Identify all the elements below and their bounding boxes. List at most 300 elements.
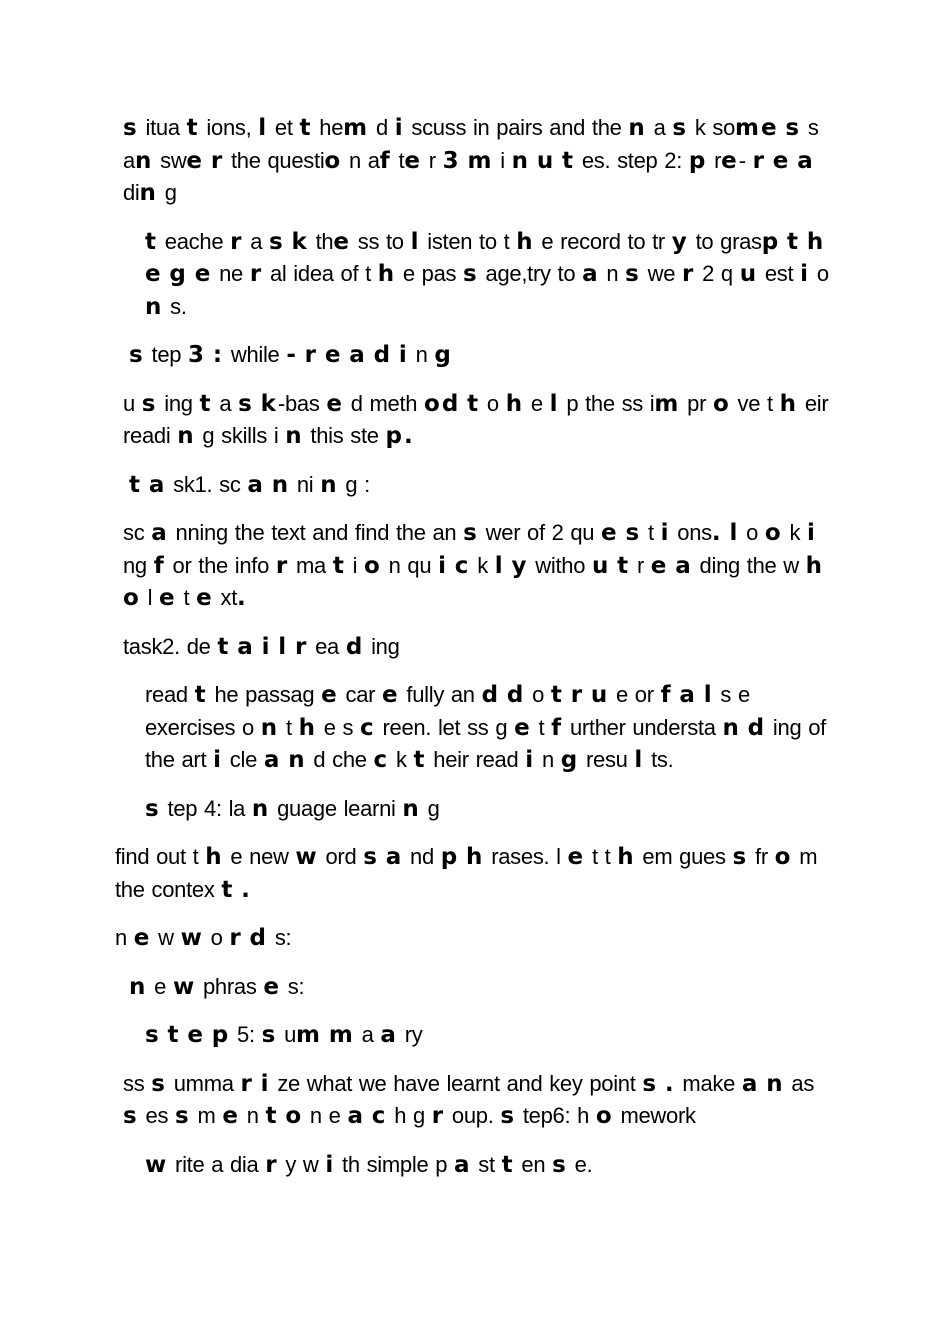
bold-run: w xyxy=(180,925,204,951)
text-run xyxy=(365,1103,372,1128)
bold-run: y xyxy=(511,552,529,579)
bold-run: o xyxy=(364,552,382,579)
text-run xyxy=(800,229,807,254)
bold-run: e xyxy=(650,552,669,579)
bold-run: d xyxy=(747,714,767,741)
bold-run: n xyxy=(766,1070,785,1097)
bold-run: t xyxy=(413,747,427,773)
bold-run: a xyxy=(349,342,367,368)
bold-run: s xyxy=(141,390,158,417)
text-run xyxy=(766,148,773,173)
bold-run: e xyxy=(382,682,400,708)
paragraph xyxy=(115,922,835,955)
text-run: em gues xyxy=(635,844,733,869)
bold-run: s xyxy=(145,795,161,822)
bold-run: t xyxy=(550,682,564,708)
text-run: heir read xyxy=(426,747,526,772)
bold-run: c xyxy=(360,714,376,741)
bold-run: t xyxy=(787,228,801,255)
bold-run: h xyxy=(516,228,535,255)
bold-run: t xyxy=(265,1103,279,1129)
bold-run: i xyxy=(807,520,817,546)
text-run: sk1. sc xyxy=(166,471,248,497)
bold-run: t xyxy=(167,1022,181,1048)
bold-run: u xyxy=(739,261,759,287)
text-run: he xyxy=(312,115,344,140)
bold-run: e xyxy=(601,520,619,546)
bold-run: p xyxy=(440,844,460,870)
text-run xyxy=(265,472,272,497)
text-run: i xyxy=(345,552,365,578)
bold-run: m xyxy=(296,1022,323,1048)
bold-run: o xyxy=(324,147,343,174)
bold-run: e xyxy=(321,682,339,708)
bold-run: d xyxy=(506,682,526,708)
bold-run: h xyxy=(806,228,826,255)
bold-run: t xyxy=(467,390,481,417)
text-run: a xyxy=(243,228,269,254)
bold-run: e xyxy=(145,261,163,287)
text-run: s. xyxy=(163,293,187,319)
text-run: n xyxy=(115,925,134,950)
text-run: g : xyxy=(338,471,370,497)
paragraph xyxy=(115,1149,835,1182)
text-run: k xyxy=(470,552,495,578)
text-run xyxy=(206,342,213,367)
text-run xyxy=(697,682,704,707)
bold-run: l xyxy=(278,633,289,660)
text-run: nd xyxy=(403,844,441,869)
paragraph xyxy=(115,971,835,1004)
text-run xyxy=(459,844,466,869)
text-run xyxy=(254,391,261,416)
bold-run: n xyxy=(288,747,307,773)
bold-run: a xyxy=(385,844,404,870)
bold-run: r xyxy=(570,682,585,708)
text-run: a xyxy=(212,390,239,416)
text-run: phras xyxy=(196,973,264,999)
bold-run: p. xyxy=(385,423,415,449)
text-run: h g xyxy=(387,1103,432,1128)
text-run: ing xyxy=(157,390,200,416)
bold-run: t xyxy=(221,876,235,903)
text-run xyxy=(298,342,305,367)
text-run xyxy=(188,261,195,286)
text-run xyxy=(584,682,591,707)
text-run xyxy=(285,229,292,254)
bold-run: e xyxy=(404,147,422,174)
bold-run: s xyxy=(129,342,145,368)
text-run: ord xyxy=(318,844,364,869)
text-run: ni xyxy=(290,471,321,497)
text-run: ss xyxy=(123,1070,152,1096)
paragraph xyxy=(115,793,835,826)
text-run: n a xyxy=(342,147,380,173)
text-run: e s xyxy=(316,714,361,740)
bold-run: i xyxy=(525,747,536,773)
bold-run: e xyxy=(772,147,791,174)
bold-run: t xyxy=(617,552,631,579)
text-run: n xyxy=(535,747,561,772)
text-run: cle xyxy=(222,747,264,772)
bold-run: r xyxy=(210,147,225,174)
bold-run: s xyxy=(732,844,749,870)
text-run: i xyxy=(493,147,512,173)
bold-run: . xyxy=(664,1070,676,1097)
text-run: car xyxy=(338,682,383,707)
text-run: fr xyxy=(748,844,775,869)
text-run xyxy=(322,1022,329,1047)
bold-run: u xyxy=(590,682,610,708)
text-run: tep 4: la xyxy=(160,795,252,821)
text-run: -bas xyxy=(277,390,327,416)
text-run xyxy=(161,1022,168,1047)
bold-run: g xyxy=(560,747,580,773)
bold-run: i xyxy=(394,115,405,141)
bold-run: s xyxy=(268,228,285,255)
bold-run: r xyxy=(265,1151,279,1178)
text-run: ng xyxy=(123,552,154,578)
bold-run: s xyxy=(145,1022,161,1048)
bold-run: t xyxy=(501,1151,515,1178)
text-run: while xyxy=(224,342,287,367)
text-run: t t xyxy=(585,844,618,869)
text-run: st xyxy=(471,1151,502,1177)
text-run: o xyxy=(810,261,829,286)
bold-run: a xyxy=(237,633,255,660)
bold-run: a xyxy=(675,552,693,579)
bold-run: e xyxy=(721,147,739,174)
text-run: sw xyxy=(153,147,187,173)
text-run: urther understa xyxy=(563,714,723,740)
text-run: ding the w xyxy=(692,552,806,578)
bold-run: n xyxy=(139,180,158,206)
bold-run: u xyxy=(591,552,611,579)
text-run: k xyxy=(389,747,414,772)
text-run: th simple p xyxy=(335,1151,454,1177)
bold-run: r xyxy=(240,1070,254,1097)
text-run xyxy=(288,634,295,659)
text-run: e record to tr xyxy=(534,228,672,254)
text-run: s: xyxy=(280,973,305,999)
text-run: make xyxy=(675,1070,742,1096)
text-run: k xyxy=(782,520,808,545)
bold-run: k xyxy=(260,390,278,417)
bold-run: t xyxy=(217,633,231,660)
text-run: es. step 2: xyxy=(575,147,689,173)
bold-run: r xyxy=(230,228,244,255)
bold-run: 3 xyxy=(442,147,461,174)
bold-run: e xyxy=(187,1022,205,1048)
bold-run: e xyxy=(333,228,351,255)
text-run: t xyxy=(531,714,552,740)
text-run xyxy=(255,634,262,659)
text-run: o xyxy=(203,925,230,950)
text-run xyxy=(142,472,149,497)
bold-run: m xyxy=(328,1022,355,1048)
text-run: to gras xyxy=(688,228,762,254)
text-run: sc xyxy=(123,520,152,545)
bold-run: o xyxy=(123,585,141,611)
text-run: we xyxy=(640,261,683,286)
bold-run: s xyxy=(500,1103,517,1129)
bold-run: n xyxy=(260,714,280,741)
text-run: pr xyxy=(680,390,713,416)
bold-run: a xyxy=(148,471,167,498)
bold-run: h xyxy=(505,390,525,417)
bold-run: n xyxy=(320,471,339,498)
bold-run: c xyxy=(371,1103,388,1129)
text-run: o xyxy=(525,682,551,707)
bold-run: e xyxy=(514,714,532,741)
text-run: witho xyxy=(528,552,592,578)
bold-run: r xyxy=(229,925,243,951)
text-run: e or xyxy=(609,682,661,707)
text-run: e xyxy=(147,973,173,999)
bold-run: o xyxy=(774,844,793,870)
bold-run: h xyxy=(298,714,317,741)
text-run: l xyxy=(140,585,160,610)
text-run: g xyxy=(420,795,440,821)
text-run: ze what we have learnt and key point xyxy=(270,1070,643,1096)
text-run: ne xyxy=(212,261,250,286)
bold-run: i xyxy=(260,1070,271,1097)
text-run: d che xyxy=(306,747,374,772)
paragraph xyxy=(115,1019,835,1052)
text-run: scuss in pairs and the xyxy=(404,115,629,140)
text-run: r xyxy=(421,147,443,173)
bold-run: n xyxy=(177,423,196,449)
text-run xyxy=(555,148,562,173)
bold-run: . xyxy=(241,876,252,903)
bold-run: s xyxy=(625,520,642,546)
bold-run: s xyxy=(174,1103,191,1129)
bold-run: s xyxy=(238,390,254,417)
bold-run: g xyxy=(434,342,453,368)
bold-run: h xyxy=(617,844,636,870)
bold-run: . xyxy=(237,585,248,611)
bold-run: od xyxy=(424,390,461,417)
bold-run: l xyxy=(494,552,505,579)
bold-run: i xyxy=(213,747,223,773)
bold-run: a xyxy=(453,1151,472,1178)
bold-run: e xyxy=(326,390,344,417)
text-run: m xyxy=(190,1103,223,1128)
bold-run: l xyxy=(703,682,714,708)
text-run: e new xyxy=(223,844,296,869)
bold-run: n xyxy=(402,795,421,822)
text-run: as xyxy=(784,1070,815,1096)
text-run: age,try to xyxy=(478,261,583,286)
bold-run: t xyxy=(186,115,200,141)
text-run: ry xyxy=(397,1022,423,1047)
bold-run: a xyxy=(263,747,282,773)
bold-run: s xyxy=(363,844,379,870)
text-run: w xyxy=(151,925,181,950)
text-run xyxy=(205,1022,212,1047)
bold-run: d xyxy=(373,342,393,368)
bold-run: n xyxy=(628,115,647,141)
text-run: 5: xyxy=(230,1022,262,1047)
text-run: - xyxy=(738,147,753,173)
bold-run: a xyxy=(797,147,815,174)
text-run: d xyxy=(369,115,395,140)
bold-run: e xyxy=(222,1103,240,1129)
text-run: n qu xyxy=(381,552,439,578)
bold-run: i xyxy=(398,342,409,368)
bold-run: l xyxy=(634,747,645,773)
text-run: nning the text and find the an xyxy=(168,520,464,545)
text-run: xt xyxy=(213,585,238,610)
text-run: s: xyxy=(268,925,292,950)
text-run: e xyxy=(524,390,550,416)
bold-run: s xyxy=(463,261,479,287)
text-run: rite a dia xyxy=(168,1151,266,1177)
bold-run: e xyxy=(263,973,281,1000)
text-run: e pas xyxy=(396,261,464,286)
text-run: n e xyxy=(303,1103,348,1128)
text-run: find out t xyxy=(115,844,206,869)
text-run: rases. l xyxy=(484,844,568,869)
bold-run: a xyxy=(679,682,697,708)
bold-run: h xyxy=(377,261,397,287)
bold-run: e xyxy=(133,925,152,951)
text-run xyxy=(254,1071,261,1096)
text-run: isten to t xyxy=(420,228,517,254)
bold-run: s xyxy=(123,1103,139,1129)
text-run xyxy=(564,682,571,707)
bold-run: n xyxy=(722,714,741,741)
bold-run: w xyxy=(295,844,319,870)
text-run: g skills i xyxy=(195,423,286,448)
text-run: ions, xyxy=(199,115,259,140)
bold-run: a xyxy=(582,261,600,287)
bold-run: - xyxy=(286,342,298,368)
paragraph xyxy=(115,679,835,777)
bold-run: 3 xyxy=(188,342,207,368)
bold-run: p xyxy=(761,228,781,255)
bold-run: r xyxy=(682,261,696,287)
text-run: wer of 2 qu xyxy=(478,520,602,545)
text-run: task2. de xyxy=(123,633,218,659)
bold-run: s xyxy=(123,115,139,141)
bold-run: s xyxy=(672,115,689,141)
text-run: t xyxy=(176,585,197,610)
bold-run: o xyxy=(712,390,731,417)
text-run: g xyxy=(157,180,177,205)
bold-run: i xyxy=(438,552,448,579)
bold-run: o xyxy=(595,1103,614,1129)
text-run: n xyxy=(239,1103,266,1128)
bold-run: e xyxy=(196,585,214,611)
paragraph xyxy=(115,226,835,324)
text-run: mework xyxy=(613,1103,696,1128)
text-run: et xyxy=(268,115,300,140)
paragraph xyxy=(115,841,835,906)
text-run: e. xyxy=(567,1151,593,1177)
bold-run: w xyxy=(145,1151,169,1178)
text-run: m the contex xyxy=(115,844,818,902)
bold-run: n xyxy=(134,147,154,174)
text-run: t xyxy=(279,714,299,740)
bold-run: n xyxy=(251,795,271,822)
bold-run: n xyxy=(145,293,164,320)
bold-run: n xyxy=(129,973,148,1000)
text-run: itua xyxy=(138,115,187,140)
bold-run: e xyxy=(324,342,343,368)
bold-run: f xyxy=(660,682,673,708)
text-run: tep6: h xyxy=(516,1103,596,1128)
text-run: ss to xyxy=(350,228,411,254)
text-run: reen. let ss g xyxy=(375,714,515,740)
bold-run: n xyxy=(511,147,531,174)
bold-run: a xyxy=(380,1022,398,1048)
bold-run: m xyxy=(343,115,370,141)
text-run: en xyxy=(514,1151,553,1177)
text-run xyxy=(500,682,507,707)
bold-run: r xyxy=(249,261,264,287)
text-run: d meth xyxy=(343,390,425,416)
bold-run: n xyxy=(271,471,291,498)
bold-run: e xyxy=(186,147,205,174)
bold-run: c xyxy=(373,747,390,773)
text-run: ons xyxy=(670,520,712,545)
text-run xyxy=(204,148,211,173)
bold-run: d xyxy=(345,633,365,660)
bold-run: h xyxy=(805,552,825,579)
bold-run: t xyxy=(332,552,346,579)
bold-run: t xyxy=(145,228,158,255)
bold-run: e xyxy=(159,585,177,611)
bold-run: i xyxy=(261,633,272,660)
text-run: oup. xyxy=(445,1103,501,1128)
text-run: th xyxy=(308,228,334,254)
text-run: a xyxy=(646,115,673,140)
bold-run: t xyxy=(194,682,208,708)
text-run: eir readi xyxy=(123,390,829,448)
bold-run: r xyxy=(431,1103,446,1129)
text-run xyxy=(658,1071,665,1096)
bold-run: h xyxy=(779,390,799,417)
text-run: u xyxy=(277,1022,297,1047)
bold-run: f xyxy=(153,552,166,579)
bold-run: m xyxy=(654,390,681,417)
bold-run: e xyxy=(567,844,586,870)
bold-run: m xyxy=(467,147,494,174)
paragraph xyxy=(115,112,835,210)
text-run: ts. xyxy=(644,747,674,772)
text-run: read xyxy=(145,682,195,707)
bold-run: n xyxy=(285,423,304,449)
text-run xyxy=(392,342,399,367)
bold-run: t xyxy=(129,471,142,498)
text-run: umma xyxy=(166,1070,241,1096)
bold-run: s xyxy=(785,115,802,141)
text-run: ing xyxy=(364,633,400,659)
text-run: eache xyxy=(158,228,231,254)
text-run xyxy=(448,553,455,578)
bold-run: s xyxy=(151,1070,167,1097)
bold-run: l xyxy=(258,115,269,141)
bold-run: e xyxy=(194,261,213,287)
bold-run: t xyxy=(562,147,576,174)
bold-run: s xyxy=(625,261,641,287)
text-run xyxy=(379,844,386,869)
paragraph xyxy=(115,388,835,453)
text-run: the questi xyxy=(224,147,325,173)
bold-run: f xyxy=(379,147,392,174)
bold-run: l xyxy=(549,390,560,417)
